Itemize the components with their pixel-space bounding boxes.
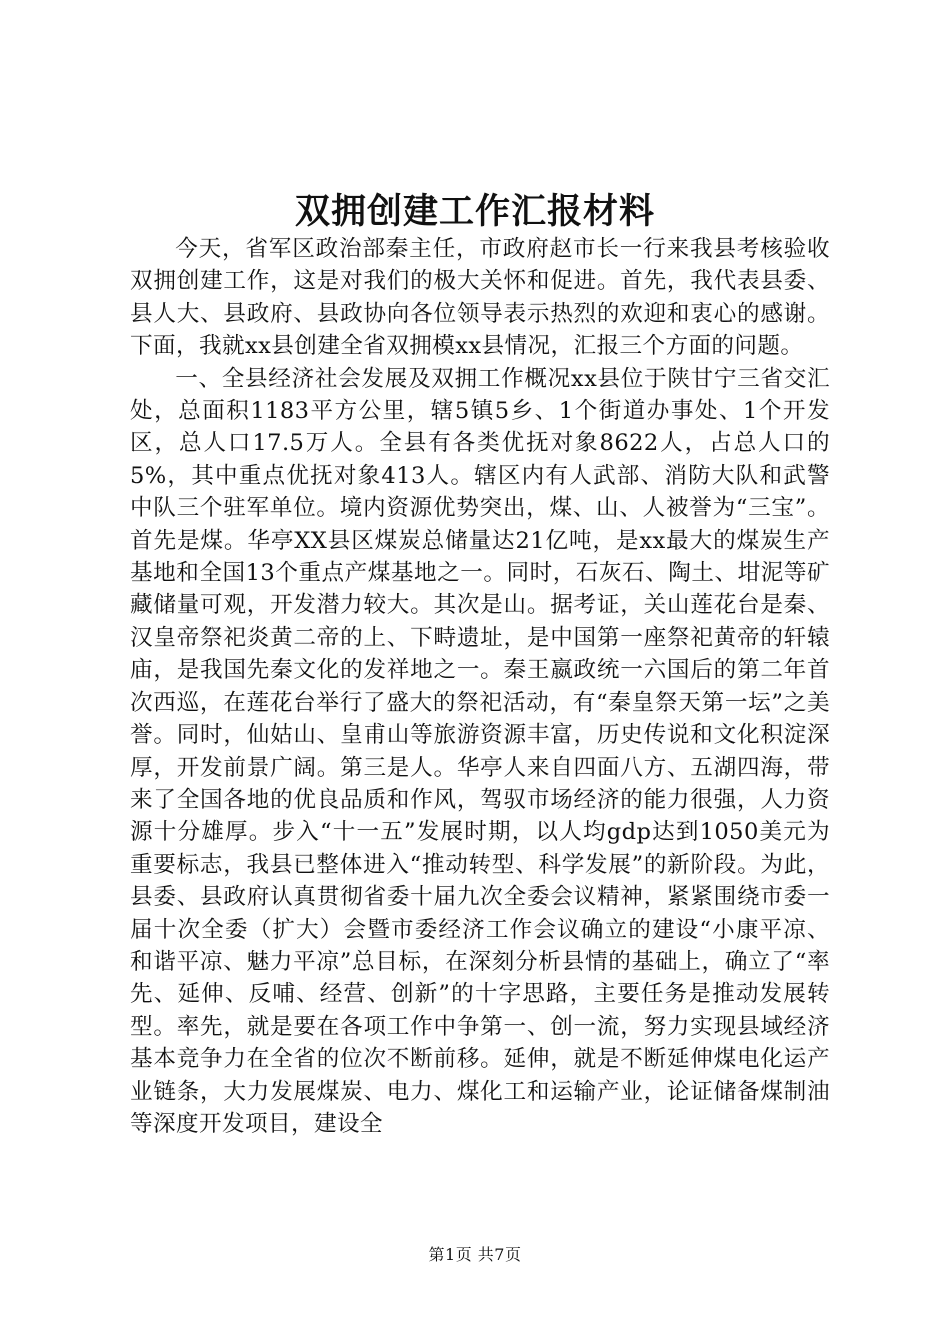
document-title: 双拥创建工作汇报材料 [294, 191, 655, 232]
document-body [130, 233, 830, 1140]
page-number: 第1页 共7页 [428, 1245, 522, 1264]
paragraph-overview: 一、全县经济社会发展及双拥工作概况xx县位于陕甘宁三省交汇处，总面积1183平方公里，辖5镇5乡、1个街道办事处、1个开发区，总人口17.5万人。全县有各类优抚对象8622人，占总人口的5%，其中重点优抚对象413人。辖区内有人武部、消防大队和武警中队三个驻军单位。境内资源优势突出，煤、山、人被誉为“三宝”。首先是煤。华亭XX县区煤炭总储量达21亿吨，是xx最大的煤炭生产基地和全国13个重点产煤基地之一。同时，石灰石、陶土、坩泥等矿藏储量可观，开发潜力较大。其次是山。据考证，关山莲花台是秦、汉皇帝祭祀炎黄二帝的上、下畤遗址，是中国第一座祭祀黄帝的轩辕庙，是我国先秦文化的发祥地之一。秦王嬴政统一六国后的第二年首次西巡，在莲花台举行了盛大的祭祀活动，有“秦皇祭天第一坛”之美誉。同时，仙姑山、皇甫山等旅游资源丰富，历史传说和文化积淀深厚，开发前景广阔。第三是人。华亭人来自四面八方、五湖四海，带来了全国各地的优良品质和作风，驾驭市场经济的能力很强，人力资源十分雄厚。步入“十一五”发展时期，以人均gdp达到1050美元为重要标志，我县已整体进入“推动转型、科学发展”的新阶段。为此，县委、县政府认真贯彻省委十届九次全委会议精神，紧紧围绕市委一届十次全委（扩大）会暨市委经济工作会议确立的建设“小康平凉、和谐平凉、魅力平凉”总目标，在深刻分析县情的基础上，确立了“率先、延伸、反哺、经营、创新”的十字思路，主要任务是推动发展转型。率先，就是要在各项工作中争第一、创一流，努力实现县域经济基本竞争力在全省的位次不断前移。延伸，就是不断延伸煤电化运产业链条，大力发展煤炭、电力、煤化工和运输产业，论证储备煤制油等深度开发项目，建设全 [130, 365, 830, 1137]
paragraph-intro: 今天，省军区政治部秦主任，市政府赵市长一行来我县考核验收双拥创建工作，这是对我们的极大关怀和促进。首先，我代表县委、县人大、县政府、县政协向各位领导表示热烈的欢迎和衷心的感谢。下面，我就xx县创建全省双拥模xx县情况，汇报三个方面的问题。 [130, 236, 830, 360]
